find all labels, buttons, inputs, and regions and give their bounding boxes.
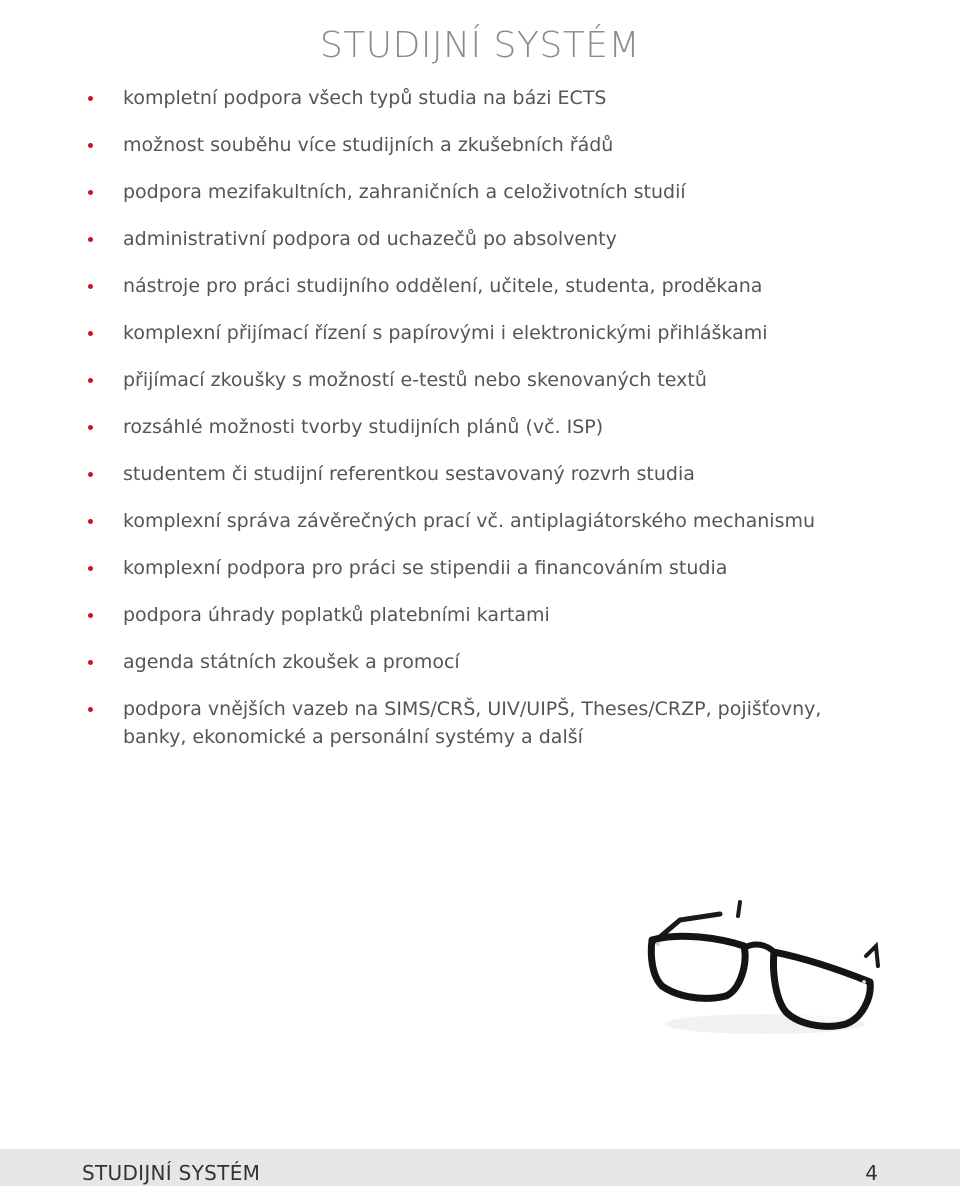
list-item xyxy=(84,695,844,751)
list-item xyxy=(84,178,844,206)
list-item-text: podpora mezifakultních, zahraničních a celoživotních studií xyxy=(123,181,686,203)
list-item xyxy=(84,507,844,535)
list-item xyxy=(84,319,844,347)
list-item xyxy=(84,554,844,582)
page-number: 4 xyxy=(865,1161,878,1185)
list-item xyxy=(84,648,844,676)
list-item-text: možnost souběhu více studijních a zkušebních řádů xyxy=(123,134,614,156)
bullet-icon xyxy=(88,425,93,430)
list-item xyxy=(84,272,844,300)
list-item-text: přijímací zkoušky s možností e-testů nebo skenovaných textů xyxy=(123,369,707,391)
list-item xyxy=(84,131,844,159)
list-item-text: agenda státních zkoušek a promocí xyxy=(123,651,460,673)
page-title: STUDIJNÍ SYSTÉM xyxy=(319,25,641,67)
bullet-icon xyxy=(88,96,93,101)
list-item xyxy=(84,366,844,394)
list-item-text: komplexní správa závěrečných prací vč. antiplagiátorského mechanismu xyxy=(123,510,816,532)
list-item-text: rozsáhlé možnosti tvorby studijních plánů (vč. ISP) xyxy=(123,416,604,438)
list-item-text: komplexní podpora pro práci se stipendii a financováním studia xyxy=(123,557,728,579)
bullet-icon xyxy=(88,519,93,524)
page-footer xyxy=(0,1149,960,1186)
feature-list xyxy=(84,84,844,770)
bullet-icon xyxy=(88,707,93,712)
list-item-text: kompletní podpora všech typů studia na bázi ECTS xyxy=(123,87,607,109)
bullet-icon xyxy=(88,237,93,242)
list-item-text: komplexní přijímací řízení s papírovými i elektronickými přihláškami xyxy=(123,322,768,344)
list-item xyxy=(84,225,844,253)
footer-title: STUDIJNÍ SYSTÉM xyxy=(82,1161,261,1185)
bullet-icon xyxy=(88,378,93,383)
list-item xyxy=(84,601,844,629)
eyeglasses-icon xyxy=(640,872,886,1052)
bullet-icon xyxy=(88,284,93,289)
list-item-text: podpora vnějších vazeb na SIMS/CRŠ, UIV/UIPŠ, Theses/CRZP, pojišťovny, banky, ekonomické a personální systémy a další xyxy=(123,698,822,748)
bullet-icon xyxy=(88,566,93,571)
list-item xyxy=(84,84,844,112)
list-item xyxy=(84,413,844,441)
list-item-text: administrativní podpora od uchazečů po absolventy xyxy=(123,228,617,250)
list-item-text: studentem či studijní referentkou sestavovaný rozvrh studia xyxy=(123,463,695,485)
bullet-icon xyxy=(88,331,93,336)
bullet-icon xyxy=(88,660,93,665)
list-item xyxy=(84,460,844,488)
bullet-icon xyxy=(88,190,93,195)
bullet-icon xyxy=(88,143,93,148)
bullet-icon xyxy=(88,472,93,477)
list-item-text: nástroje pro práci studijního oddělení, učitele, studenta, proděkana xyxy=(123,275,763,297)
list-item-text: podpora úhrady poplatků platebními kartami xyxy=(123,604,550,626)
bullet-icon xyxy=(88,613,93,618)
